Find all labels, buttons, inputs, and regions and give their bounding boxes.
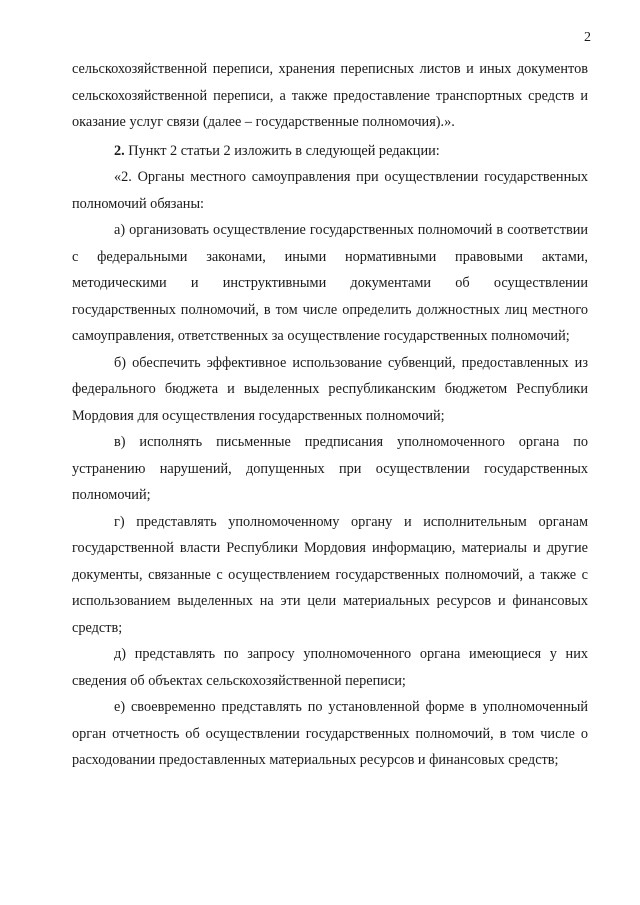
subparagraph-d: д) представлять по запросу уполномоченного органа имеющиеся у них сведения об объектах сельскохозяйственной переписи; bbox=[72, 646, 588, 689]
paragraph-continuation: сельскохозяйственной переписи, хранения переписных листов и иных документов сельскохозяйственной переписи, а также предоставление транспортных средств и оказание услуг связи (далее – государственные полномочия).». bbox=[72, 61, 588, 130]
paragraph-clause-2: «2. Органы местного самоуправления при осуществлении государственных полномочий обязаны: bbox=[72, 169, 588, 212]
paragraph-item-2 bbox=[72, 138, 588, 165]
paragraph-text: Пункт 2 статьи 2 изложить в следующей редакции: bbox=[124, 142, 440, 159]
document-body bbox=[72, 56, 588, 774]
subparagraph-v: в) исполнять письменные предписания уполномоченного органа по устранению нарушений, допущенных при осуществлении государственных полномочий; bbox=[72, 434, 588, 503]
subparagraph-g: г) представлять уполномоченному органу и исполнительным органам государственной власти Республики Мордовия информацию, материалы и другие документы, связанные с осуществлением государственных полномочий, а также с использованием выделенных на эти цели материальных ресурсов и финансовых средств; bbox=[72, 513, 588, 636]
item-number: 2. bbox=[114, 142, 125, 159]
subparagraph-e: е) своевременно представлять по установленной форме в уполномоченный орган отчетность об осуществлении государственных полномочий, в том числе о расходовании предоставленных материальных ресурсов и финансовых средств; bbox=[72, 699, 588, 768]
subparagraph-b: б) обеспечить эффективное использование субвенций, предоставленных из федерального бюджета и выделенных республиканским бюджетом Республики Мордовия для осуществления государственных полномочий; bbox=[72, 354, 588, 424]
page-number: 2 bbox=[584, 30, 591, 45]
subparagraph-a: а) организовать осуществление государственных полномочий в соответствии с федеральными законами, иными нормативными правовыми актами, методическими и инструктивными документами об осуществлении государственных полномочий, в том числе определить должностных лиц местного самоуправления, ответственных за осуществление государственных полномочий; bbox=[72, 222, 588, 344]
